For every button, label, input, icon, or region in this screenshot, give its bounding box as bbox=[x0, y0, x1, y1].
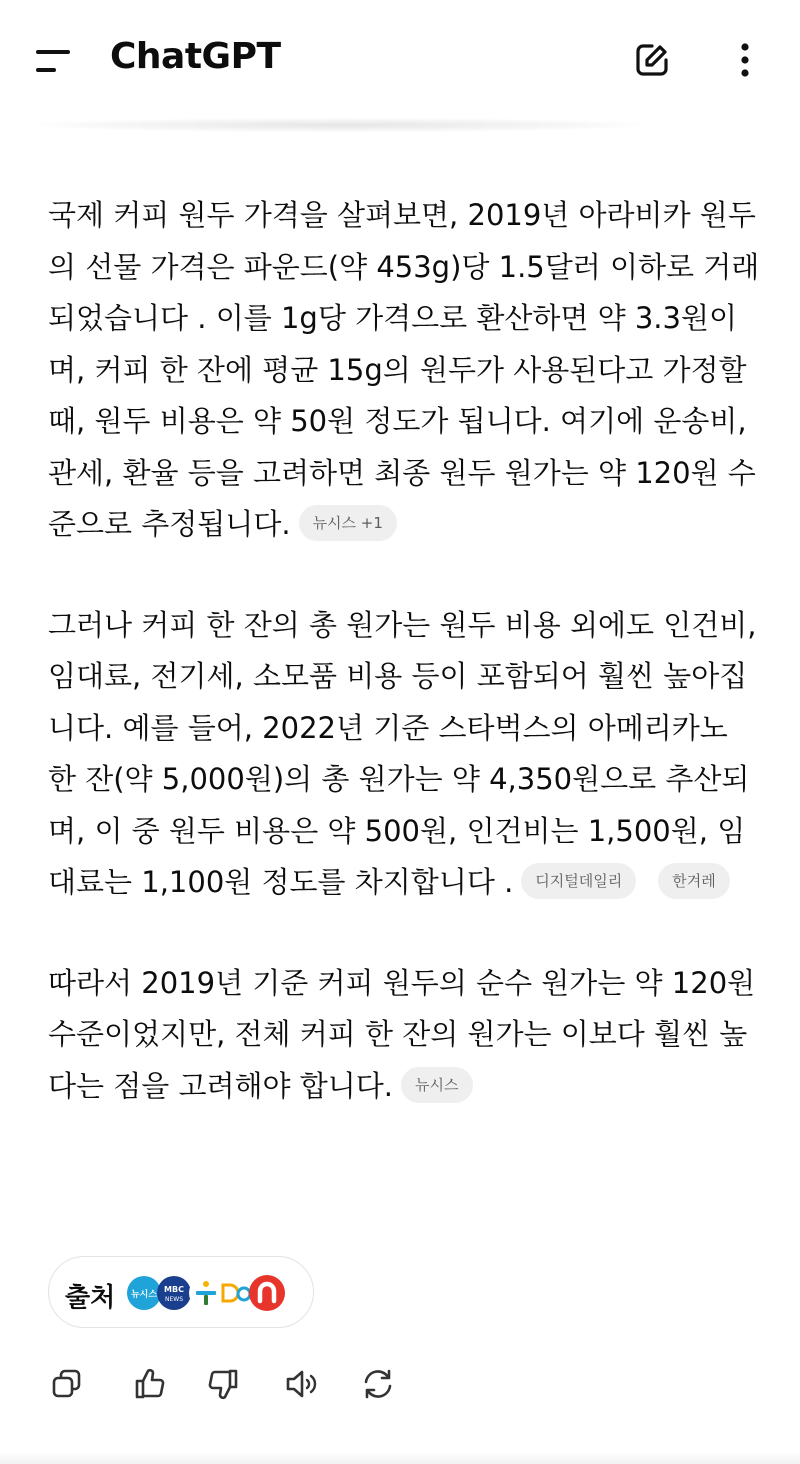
svg-text:뉴시스: 뉴시스 bbox=[130, 1290, 158, 1300]
bottom-divider bbox=[0, 1452, 800, 1464]
source-chip[interactable]: 뉴시스 bbox=[401, 1067, 472, 1103]
app-title: ChatGPT bbox=[110, 36, 281, 77]
mbc-news-logo-icon bbox=[157, 1276, 191, 1310]
source-chip[interactable]: 디지털데일리 bbox=[521, 863, 636, 899]
more-vertical-icon[interactable] bbox=[725, 40, 765, 80]
top-app-bar bbox=[0, 0, 800, 120]
plus-logo-icon bbox=[189, 1276, 223, 1310]
source-chip[interactable]: 뉴시스 +1 bbox=[299, 505, 397, 541]
source-chip[interactable]: 한겨레 bbox=[658, 863, 729, 899]
paragraph-text: 그러나 커피 한 잔의 총 원가는 원두 비용 외에도 인건비, 임대료, 전기세, 소모품 비용 등이 포함되어 훨씬 높아집니다. 예를 들어, 2022년 기준 스타벅스의 아메리카노 한 잔(약 5,000원)의 총 원가는 약 4,350원으로 추산되며, 이 중 원두 비용은 약 500원, 인건비는 1,500원, 임대료는 1,100원 정도를 차지합니다 . bbox=[48, 607, 757, 899]
svg-text:MBC: MBC bbox=[164, 1285, 184, 1294]
message-actions bbox=[48, 1364, 448, 1408]
message-paragraph-3 bbox=[48, 958, 763, 1113]
thumbs-down-icon[interactable] bbox=[203, 1364, 243, 1404]
speaker-icon[interactable] bbox=[282, 1364, 322, 1404]
message-paragraph-1 bbox=[48, 190, 763, 551]
new-chat-edit-icon[interactable] bbox=[632, 40, 672, 80]
scroll-fade bbox=[40, 118, 640, 132]
svg-text:NEWS: NEWS bbox=[164, 1296, 184, 1303]
newsis-logo-icon bbox=[127, 1276, 161, 1310]
hani-logo-icon bbox=[249, 1275, 285, 1311]
digital-logo-icon bbox=[219, 1276, 253, 1310]
sources-label: 출처 bbox=[65, 1283, 116, 1313]
paragraph-text: 국제 커피 원두 가격을 살펴보면, 2019년 아라비카 원두의 선물 가격은 파운드(약 453g)당 1.5달러 이하로 거래되었습니다 . 이를 1g당 가격으로 환산하면 약 3.3원이며, 커피 한 잔에 평균 15g의 원두가 사용된다고 가정할 때, 원두 비용은 약 50원 정도가 됩니다. 여기에 운송비, 관세, 환율 등을 고려하면 최종 원두 원가는 약 120원 수준으로 추정됩니다. bbox=[48, 198, 760, 541]
sources-button[interactable] bbox=[48, 1256, 314, 1328]
regenerate-icon[interactable] bbox=[358, 1364, 398, 1404]
thumbs-up-icon[interactable] bbox=[130, 1364, 170, 1404]
message-paragraph-2 bbox=[48, 600, 763, 909]
copy-icon[interactable] bbox=[48, 1364, 88, 1404]
paragraph-text: 따라서 2019년 기준 커피 원두의 순수 원가는 약 120원 수준이었지만, 전체 커피 한 잔의 원가는 이보다 훨씬 높다는 점을 고려해야 합니다. bbox=[48, 965, 756, 1103]
assistant-message bbox=[48, 190, 763, 1112]
menu-icon[interactable] bbox=[36, 46, 76, 76]
